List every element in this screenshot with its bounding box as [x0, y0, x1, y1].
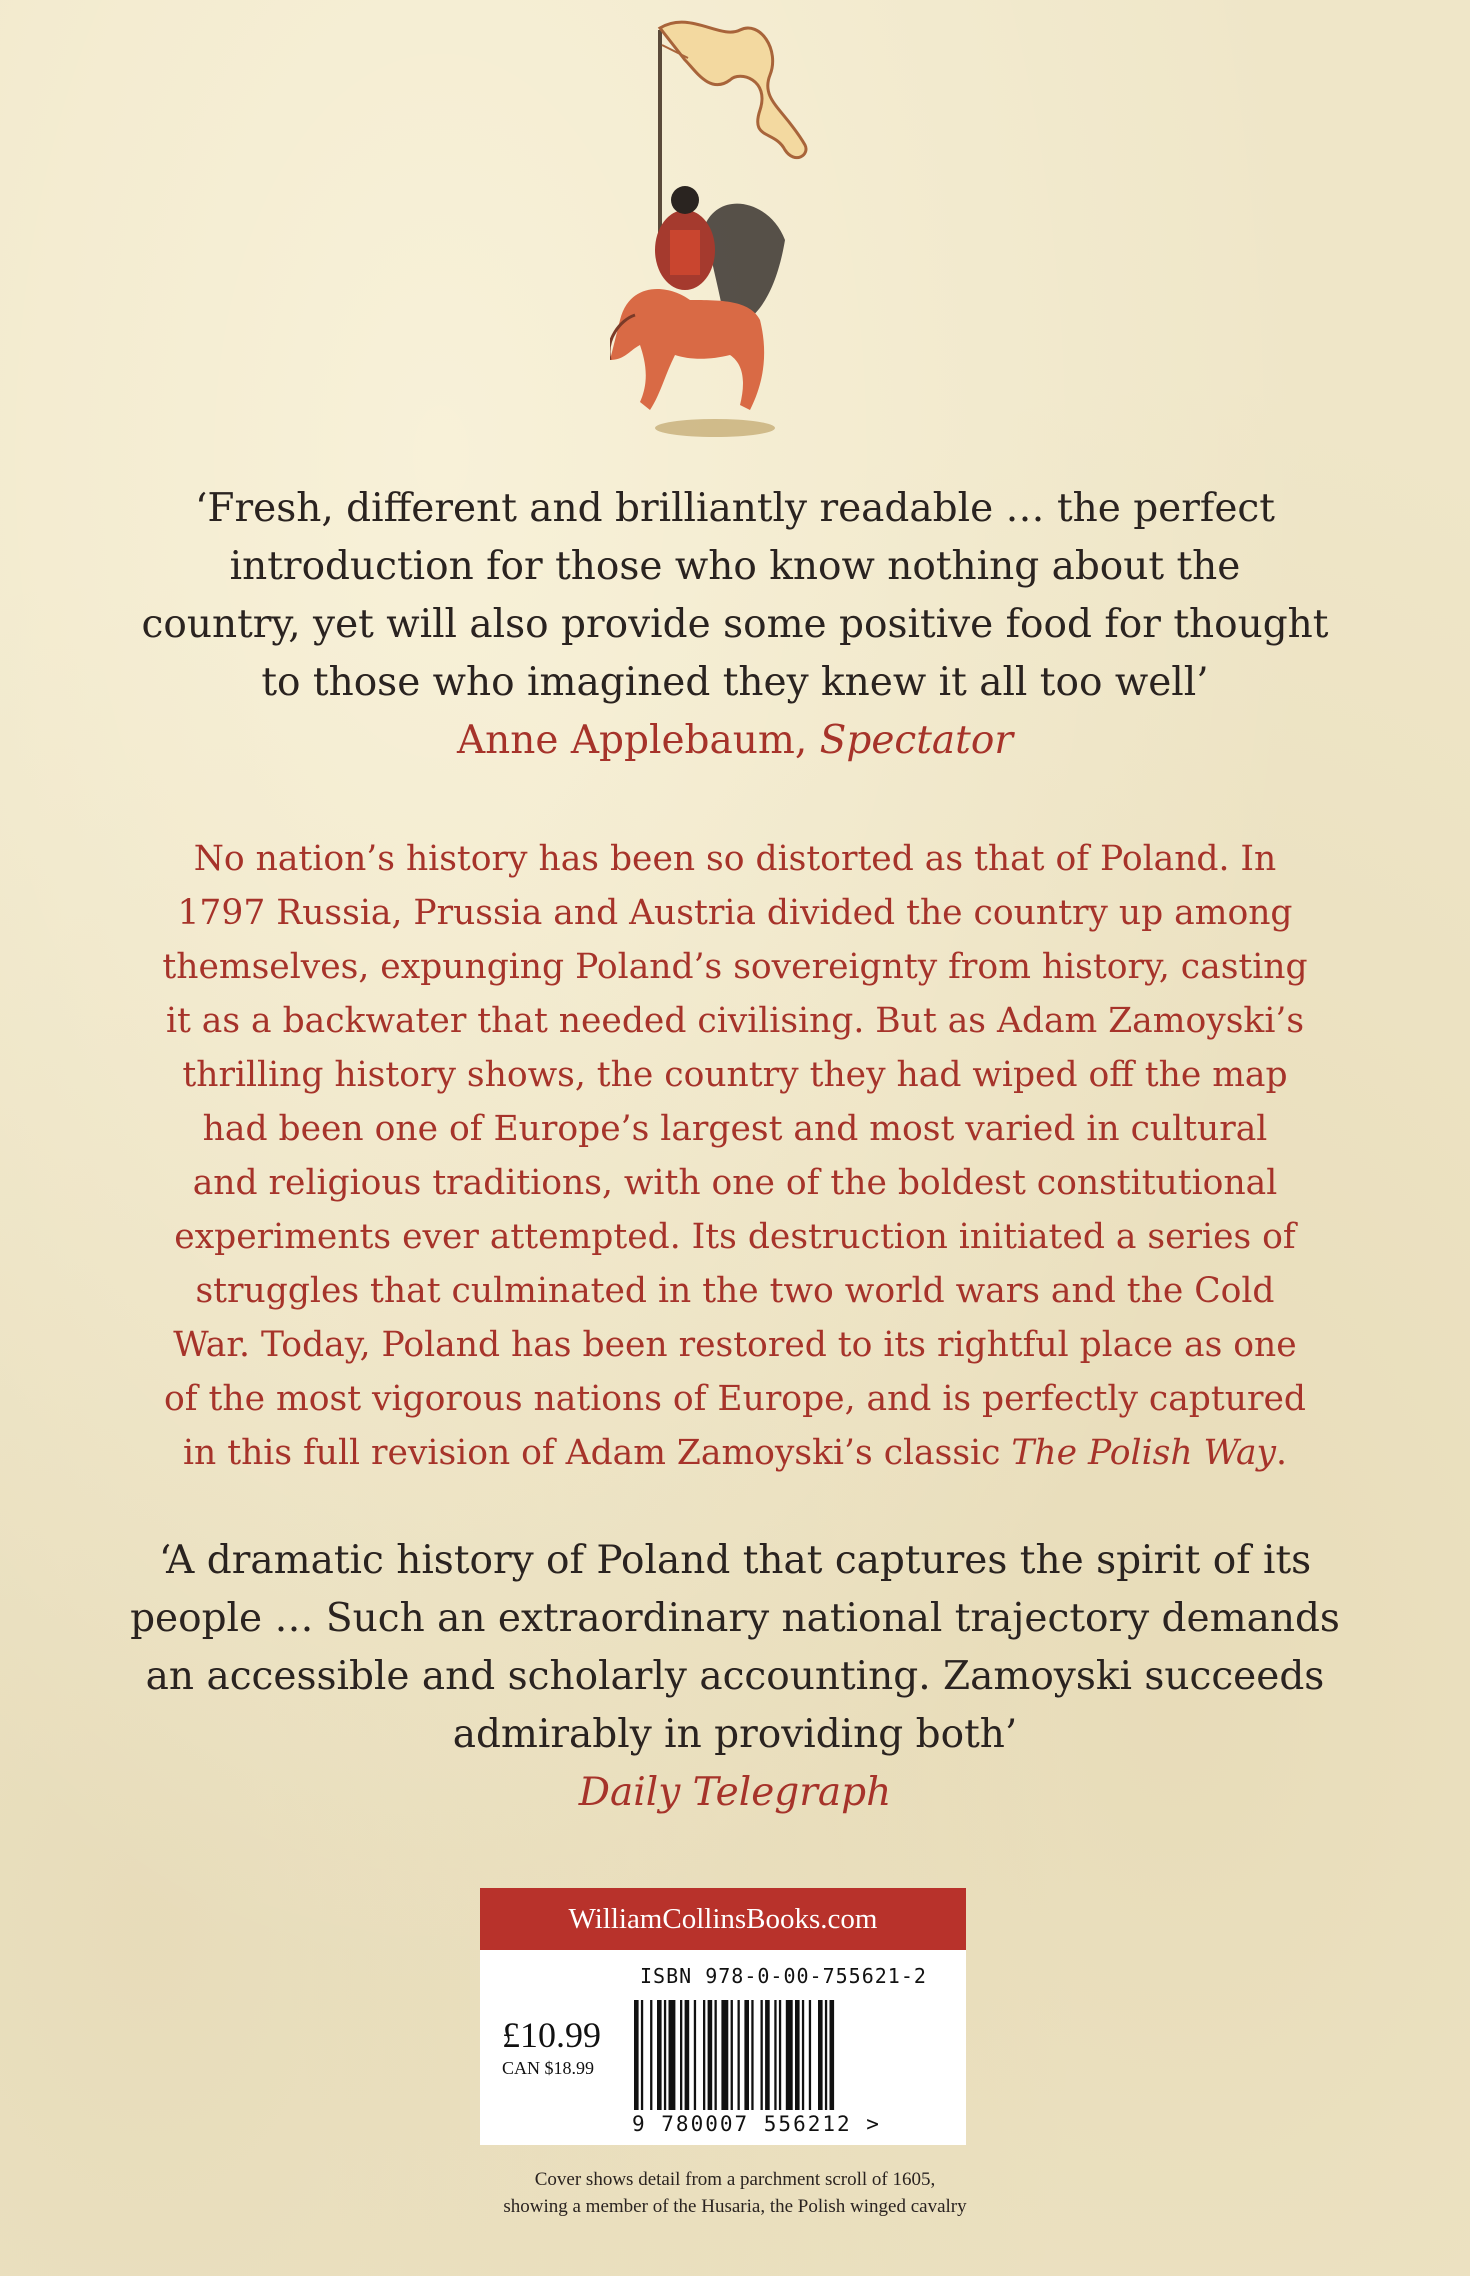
barcode-icon — [630, 2000, 950, 2110]
barcode-bar — [779, 2000, 781, 2110]
caption-line: Cover shows detail from a parchment scroll of 1605, — [534, 2169, 936, 2190]
attribution-author: Anne Applebaum, — [457, 718, 808, 763]
quote-line: admirably in providing both’ — [452, 1712, 1018, 1757]
barcode-digits: 9 780007 556212 > — [632, 2112, 881, 2136]
quote-line: an accessible and scholarly accounting. Zamoyski succeeds — [145, 1654, 1325, 1699]
barcode-bar — [634, 2000, 639, 2110]
barcode-bar — [738, 2000, 740, 2110]
blurb-line: and religious traditions, with one of the boldest constitutional — [192, 1163, 1278, 1203]
blurb-line: War. Today, Poland has been restored to its rightful place as one — [173, 1325, 1297, 1365]
quote-line: ‘A dramatic history of Poland that captures the spirit of its — [158, 1538, 1312, 1583]
barcode-bar — [751, 2000, 753, 2110]
barcode-bar — [731, 2000, 733, 2110]
barcode-bar — [669, 2000, 676, 2110]
isbn-number: ISBN 978-0-00-755621-2 — [640, 1964, 927, 1988]
barcode-bar — [694, 2000, 696, 2110]
barcode-bar — [825, 2000, 827, 2110]
blurb-line: experiments ever attempted. Its destruction initiated a series of — [174, 1217, 1296, 1257]
publisher-url[interactable]: WilliamCollinsBooks.com — [480, 1888, 966, 1950]
barcode-bar — [708, 2000, 713, 2110]
price-gbp: £10.99 — [502, 2015, 601, 2055]
barcode-bar — [765, 2000, 770, 2110]
blurb-line: 1797 Russia, Prussia and Austria divided the country up among — [177, 893, 1293, 933]
barcode-bar — [744, 2000, 749, 2110]
caption-line: showing a member of the Husaria, the Polish winged cavalry — [503, 2196, 967, 2217]
blurb-line: No nation’s history has been so distorted as that of Poland. In — [193, 839, 1277, 879]
blurb-line: struggles that culminated in the two world wars and the Cold — [195, 1271, 1275, 1311]
barcode-bar — [680, 2000, 682, 2110]
barcode-bar — [715, 2000, 717, 2110]
quote-line: people … Such an extraordinary national trajectory demands — [130, 1596, 1340, 1641]
quote-line: introduction for those who know nothing about the — [229, 544, 1241, 589]
quote-line: to those who imagined they knew it all too well’ — [261, 660, 1209, 705]
barcode-bar — [802, 2000, 804, 2110]
price-can: CAN $18.99 — [502, 2058, 595, 2078]
barcode-bar — [703, 2000, 705, 2110]
blurb-line: had been one of Europe’s largest and most varied in cultural — [202, 1109, 1268, 1149]
book-blurb — [150, 832, 1320, 1480]
blurb-line: it as a backwater that needed civilising. But as Adam Zamoyski’s — [165, 1001, 1305, 1041]
quote-line: country, yet will also provide some positive food for thought — [141, 602, 1329, 647]
attribution-source: Daily Telegraph — [578, 1770, 892, 1815]
barcode-bar — [721, 2000, 728, 2110]
blurb-last-line — [150, 1426, 1320, 1480]
book-title: The Polish Way — [1011, 1433, 1277, 1473]
blurb-line-end: . — [1276, 1433, 1288, 1473]
barcode-bar — [774, 2000, 776, 2110]
barcode-bar — [786, 2000, 793, 2110]
blurb-line: themselves, expunging Poland’s sovereignty from history, casting — [162, 947, 1308, 987]
hussar-emblem-icon — [610, 0, 900, 440]
isbn-box — [480, 1888, 966, 2145]
barcode-bar — [830, 2000, 835, 2110]
barcode-bar — [641, 2000, 643, 2110]
blurb-line: of the most vigorous nations of Europe, and is perfectly captured — [164, 1379, 1306, 1419]
barcode-bar — [685, 2000, 690, 2110]
attribution-source: Spectator — [819, 718, 1013, 763]
barcode-bar — [664, 2000, 666, 2110]
blurb-line-text: in this full revision of Adam Zamoyski’s classic — [182, 1433, 1012, 1473]
blurb-line: thrilling history shows, the country they had wiped off the map — [182, 1055, 1288, 1095]
barcode-bar — [650, 2000, 652, 2110]
barcode-bar — [761, 2000, 763, 2110]
quote-attribution — [120, 712, 1350, 770]
barcode-bar — [818, 2000, 823, 2110]
review-quote-applebaum — [120, 480, 1350, 770]
barcode-bar — [795, 2000, 800, 2110]
review-quote-telegraph — [120, 1532, 1350, 1822]
barcode-bar — [809, 2000, 811, 2110]
cover-caption — [300, 2166, 1170, 2220]
quote-line: ‘Fresh, different and brilliantly readable … the perfect — [195, 486, 1275, 531]
barcode-bar — [657, 2000, 662, 2110]
